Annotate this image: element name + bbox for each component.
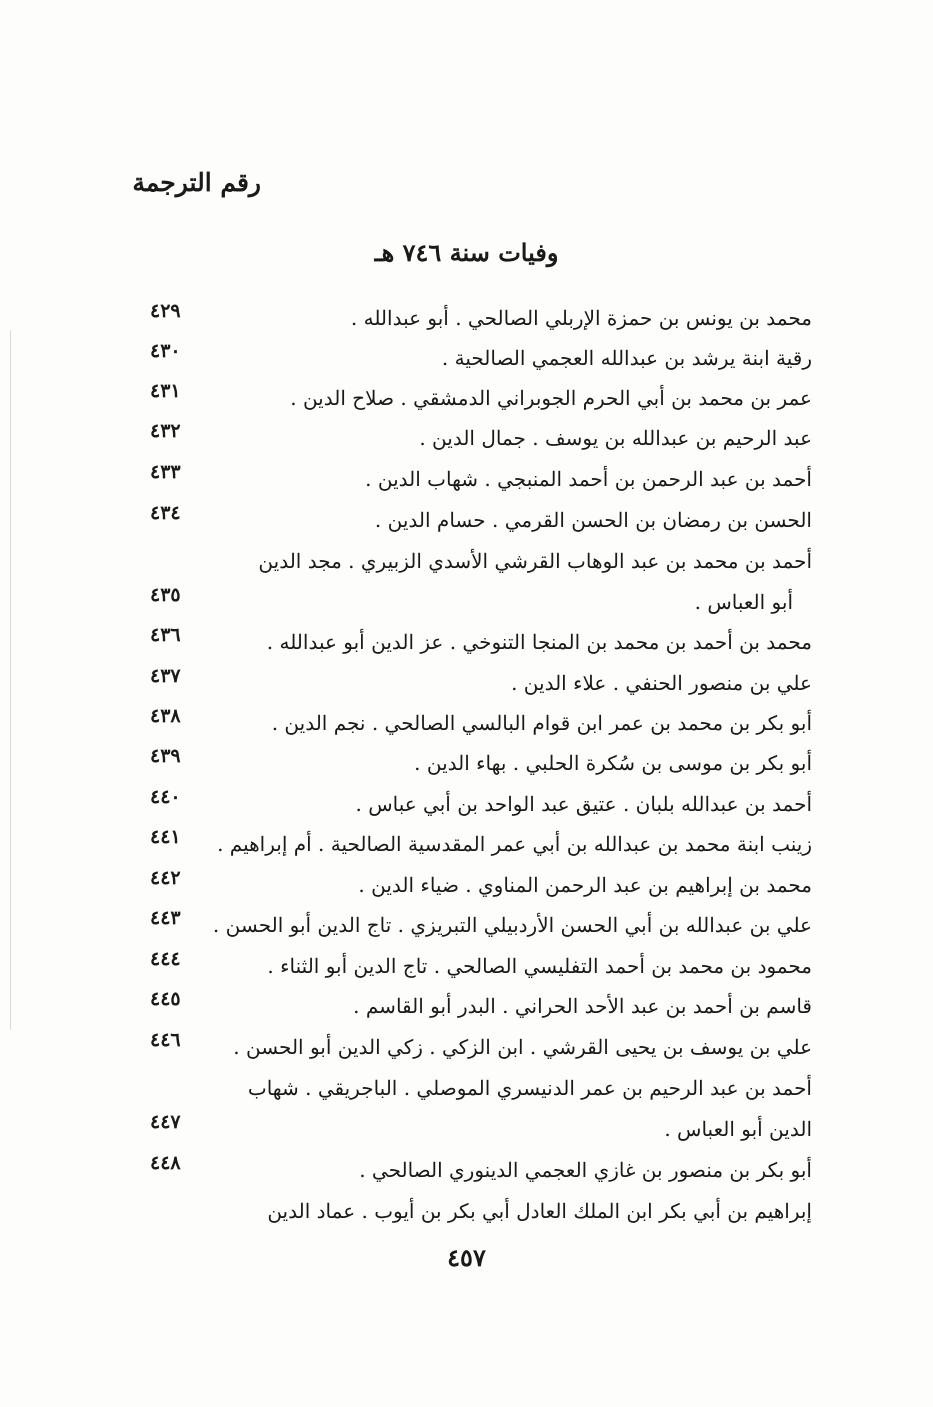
entry-number: ٤٣٨ (150, 705, 181, 727)
entry-text: أبو بكر بن منصور بن غازي العجمي الدينوري الصالحي . (359, 1158, 812, 1182)
entry-number: ٤٤٥ (150, 988, 181, 1010)
entry-number: ٤٣٣ (150, 461, 181, 483)
entry-row (0, 380, 933, 420)
entry-number: ٤٣٢ (150, 420, 181, 442)
entry-text: عمر بن محمد بن أبي الحرم الجوبراني الدمشقي . صلاح الدين . (290, 386, 812, 410)
entry-row (0, 665, 933, 705)
entry-row (0, 502, 933, 542)
entry-text: رقية ابنة يرشد بن عبدالله العجمي الصالحية . (441, 346, 812, 370)
entry-row (0, 340, 933, 380)
entry-row (0, 826, 933, 866)
entry-number: ٤٤٧ (150, 1111, 181, 1133)
entry-number: ٤٤٣ (150, 907, 181, 929)
entry-text: محمد بن إبراهيم بن عبد الرحمن المناوي . ضياء الدين . (358, 873, 812, 897)
entry-row (0, 988, 933, 1028)
entry-text: علي بن منصور الحنفي . علاء الدين . (511, 671, 812, 695)
entry-row (0, 1152, 933, 1192)
entry-row (0, 584, 933, 624)
entry-number: ٤٣٩ (150, 745, 181, 767)
entry-number: ٤٢٩ (150, 300, 181, 322)
entry-row (0, 1029, 933, 1069)
entry-number: ٤٣٤ (150, 502, 181, 524)
entry-row (0, 420, 933, 460)
entry-row (0, 624, 933, 664)
entry-number: ٤٤٨ (150, 1152, 181, 1174)
entry-number: ٤٣٦ (150, 624, 181, 646)
column-header-translation-number: رقم الترجمة (132, 168, 261, 197)
entry-text: محمد بن أحمد بن محمد بن المنجا التنوخي . عز الدين أبو عبدالله . (266, 630, 812, 654)
entry-text: إبراهيم بن أبي بكر ابن الملك العادل أبي بكر بن أيوب . عماد الدين (267, 1199, 812, 1223)
entry-number: ٤٣٧ (150, 665, 181, 687)
entry-text: زينب ابنة محمد بن عبدالله بن أبي عمر المقدسية الصالحية . أم إبراهيم . (217, 832, 812, 856)
entry-number: ٤٤٦ (150, 1029, 181, 1051)
entry-number: ٤٤٠ (150, 786, 181, 808)
entry-row (0, 948, 933, 988)
entry-row (0, 705, 933, 745)
entry-text: أبو العباس . (694, 590, 793, 614)
entry-text: علي بن عبدالله بن أبي الحسن الأردبيلي التبريزي . تاج الدين أبو الحسن . (212, 913, 812, 937)
entry-text: أحمد بن عبد الرحمن بن أحمد المنبجي . شهاب الدين . (365, 467, 812, 491)
entry-row (0, 461, 933, 501)
entry-row (0, 867, 933, 907)
entry-number: ٤٤٤ (150, 948, 181, 970)
entry-row (0, 543, 933, 583)
entry-number: ٤٤٢ (150, 867, 181, 889)
entry-text: محمود بن محمد بن أحمد التفليسي الصالحي . تاج الدين أبو الثناء . (267, 954, 812, 978)
entry-text: الحسن بن رمضان بن الحسن القرمي . حسام الدين . (374, 508, 812, 532)
entry-text: علي بن يوسف بن يحيى القرشي . ابن الزكي . زكي الدين أبو الحسن . (233, 1035, 812, 1059)
entry-row (0, 1070, 933, 1110)
entry-number: ٤٣٥ (150, 584, 181, 606)
entry-text: أحمد بن عبدالله بلبان . عتيق عبد الواحد بن أبي عباس . (355, 792, 812, 816)
entry-number: ٤٤١ (150, 826, 181, 848)
entry-row (0, 300, 933, 340)
entry-row (0, 786, 933, 826)
entry-text: أحمد بن عبد الرحيم بن عمر الدنيسري الموصلي . الباجريقي . شهاب (247, 1076, 812, 1100)
entry-text: أحمد بن محمد بن عبد الوهاب القرشي الأسدي الزبيري . مجد الدين (258, 549, 812, 573)
entry-number: ٤٣٠ (150, 340, 181, 362)
entry-text: أبو بكر بن موسى بن سُكرة الحلبي . بهاء الدين . (414, 751, 812, 775)
entry-text: قاسم بن أحمد بن عبد الأحد الحراني . البدر أبو القاسم . (353, 994, 812, 1018)
entry-row (0, 745, 933, 785)
entry-row (0, 1111, 933, 1151)
section-title: وفيات سنة ٧٤٦ هـ (374, 238, 559, 267)
entry-row (0, 1193, 933, 1233)
entry-number: ٤٣١ (150, 380, 181, 402)
page-number: ٤٥٧ (447, 1243, 486, 1272)
entry-row (0, 907, 933, 947)
entry-text: محمد بن يونس بن حمزة الإربلي الصالحي . أبو عبدالله . (350, 306, 812, 330)
entry-text: عبد الرحيم بن عبدالله بن يوسف . جمال الدين . (419, 426, 812, 450)
entry-text: أبو بكر بن محمد بن عمر ابن قوام البالسي الصالحي . نجم الدين . (271, 711, 812, 735)
entry-text: الدين أبو العباس . (664, 1117, 812, 1141)
